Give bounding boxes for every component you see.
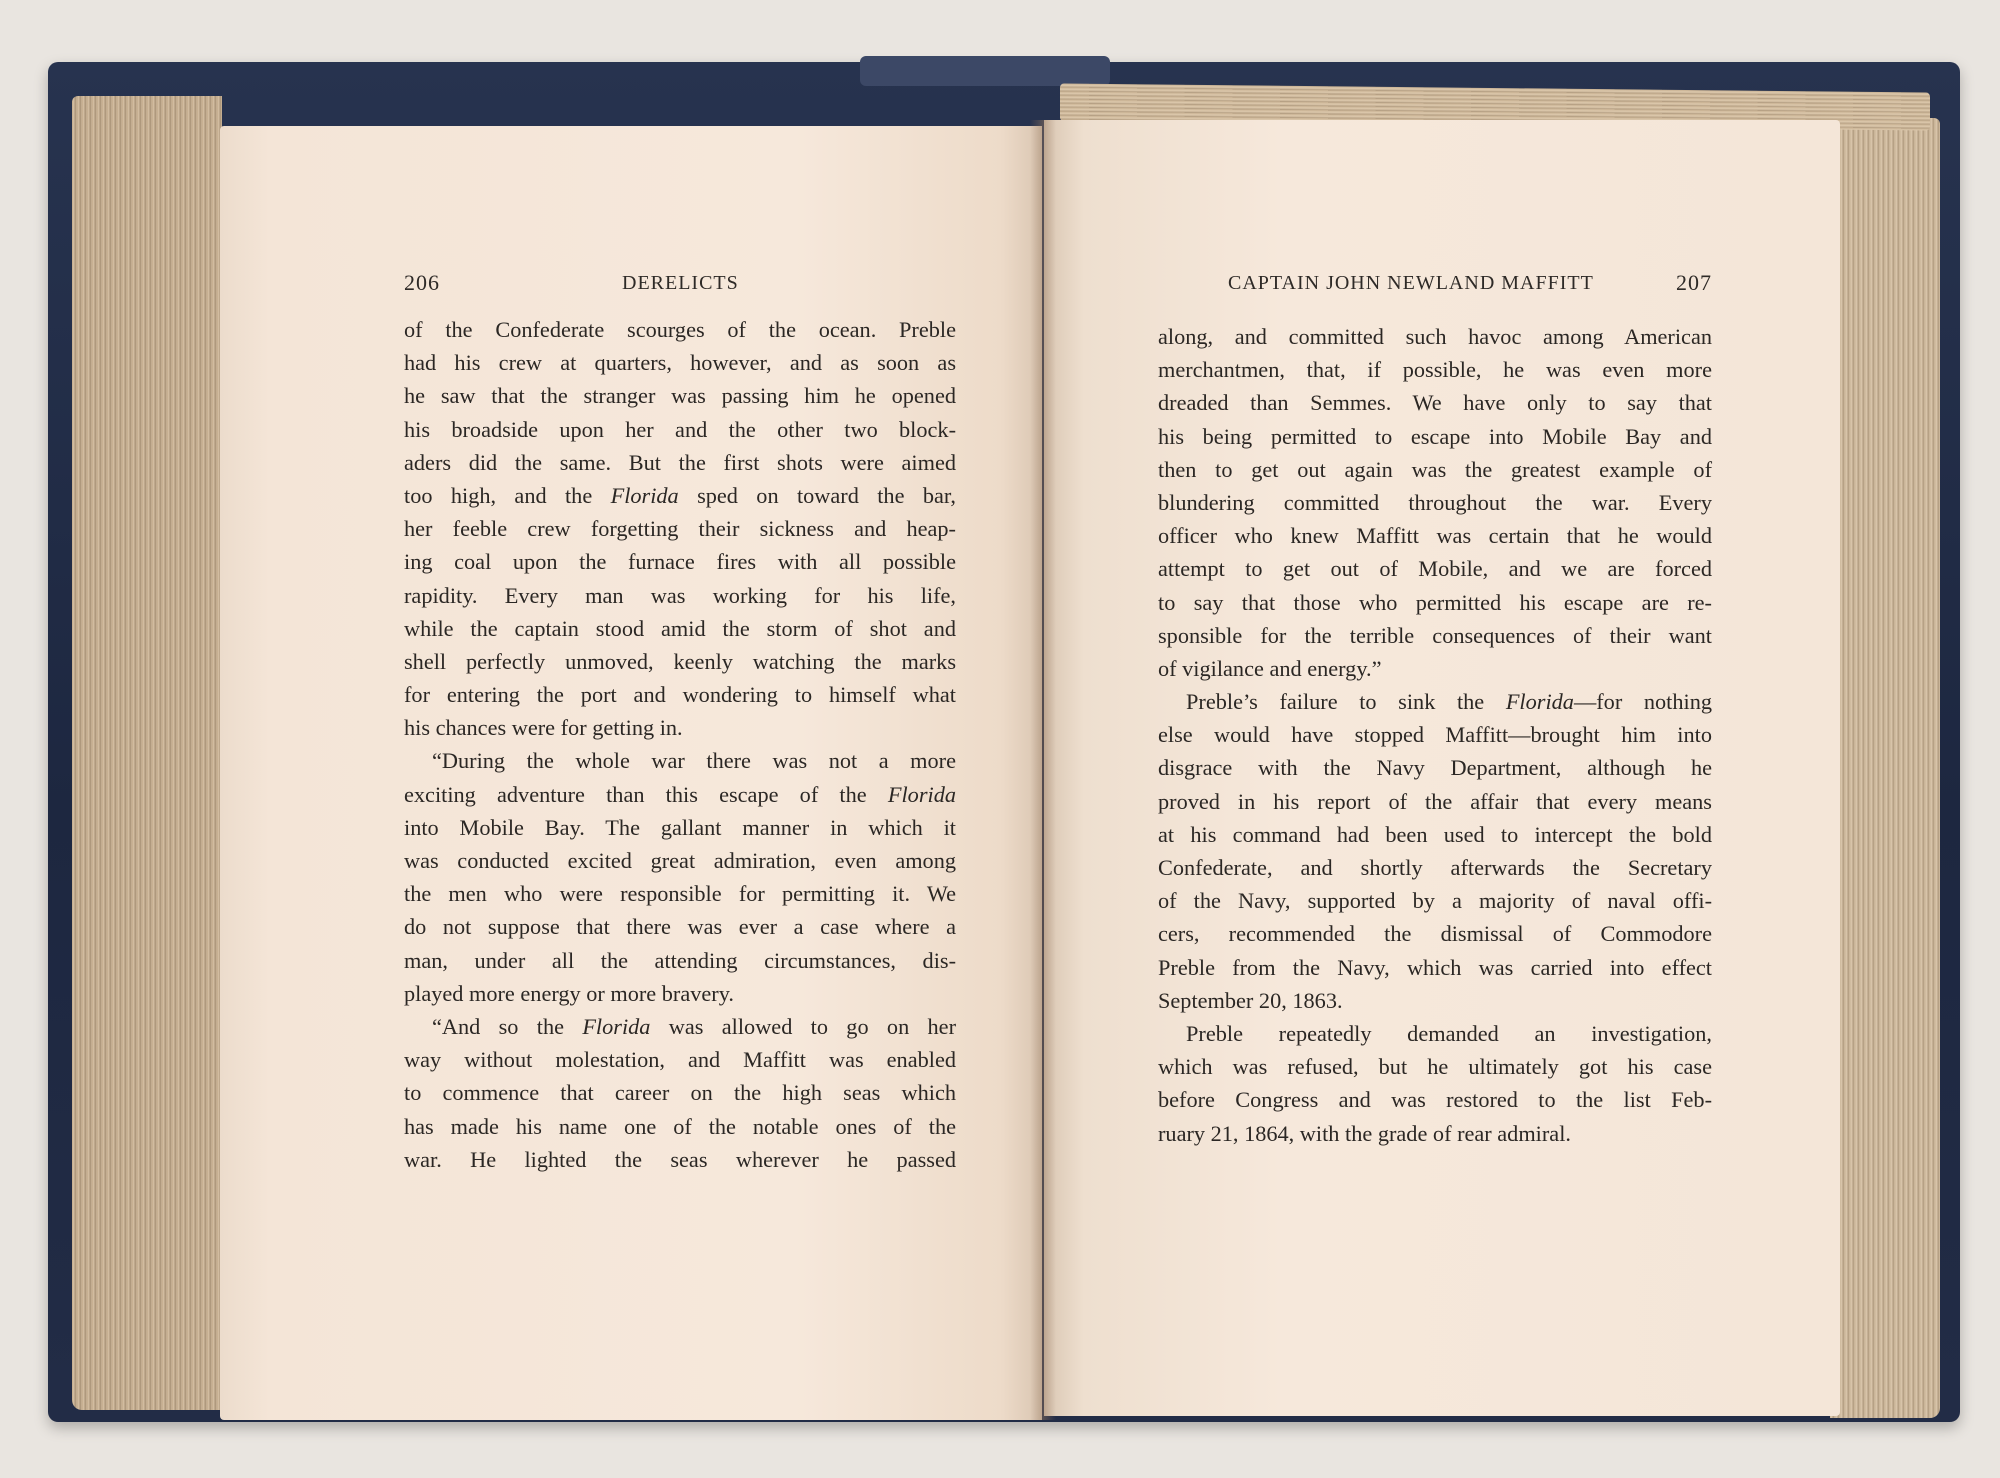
text-line: aders did the same. But the first shots were aimed [404, 449, 956, 475]
text-line: Confederate, and shortly afterwards the Secretary [1158, 855, 1712, 880]
text-line [1158, 685, 1712, 718]
text-line: attempt to get out of Mobile, and we are forced [1158, 556, 1712, 582]
text-line: he saw that the stranger was passing him he opened [404, 383, 956, 409]
text-line: man, under all the attending circumstances, dis- [404, 947, 956, 973]
text-run: —for nothing [1573, 689, 1712, 715]
text-line: else would have stopped Maffitt—brought him into [1158, 722, 1712, 748]
left-page-edges [72, 96, 222, 1410]
right-page-header [1228, 270, 1712, 304]
right-page-number: 207 [1676, 270, 1712, 295]
text-line: sponsible for the terrible consequences of their want [1158, 622, 1712, 648]
text-line: “During the whole war there was not a more [432, 748, 956, 774]
text-line: do not suppose that there was ever a case where a [404, 914, 956, 940]
text-line: his chances were for getting in. [404, 715, 683, 741]
text-line: to say that those who permitted his escape are re- [1158, 589, 1712, 615]
text-line: blundering committed throughout the war. Every [1158, 489, 1712, 515]
italic-title: Florida [582, 1013, 651, 1039]
book-gutter [1030, 120, 1056, 1420]
text-line: cers, recommended the dismissal of Commodore [1158, 921, 1712, 947]
text-line [404, 479, 956, 512]
text-line: way without molestation, and Maffitt was enabled [404, 1047, 956, 1073]
right-page-text [1158, 320, 1712, 1150]
text-run: “And so the [432, 1013, 583, 1039]
text-line: at his command had been used to intercept the bold [1158, 821, 1712, 847]
text-line: which was refused, but he ultimately got his case [1158, 1054, 1712, 1080]
text-line: Preble from the Navy, which was carried into effect [1158, 954, 1712, 980]
italic-title: Florida [887, 781, 956, 807]
text-line: then to get out again was the greatest example of [1158, 456, 1712, 482]
text-run: too high, and the [404, 482, 611, 508]
text-line: while the captain stood amid the storm of shot and [404, 615, 956, 641]
text-line: for entering the port and wondering to himself what [404, 682, 956, 708]
text-line: his broadside upon her and the other two block- [404, 416, 956, 442]
text-line: September 20, 1863. [1158, 987, 1343, 1013]
text-run: exciting adventure than this escape of the [404, 781, 888, 807]
text-line: war. He lighted the seas wherever he passed [404, 1146, 956, 1172]
text-line: rapidity. Every man was working for his life, [404, 582, 956, 608]
text-line: of the Confederate scourges of the ocean. Preble [404, 317, 956, 342]
text-line: to commence that career on the high seas which [404, 1080, 956, 1106]
text-line: before Congress and was restored to the list Feb- [1158, 1087, 1712, 1113]
italic-title: Florida [610, 482, 679, 508]
text-line: dreaded than Semmes. We have only to say that [1158, 390, 1712, 416]
right-running-head: CAPTAIN JOHN NEWLAND MAFFITT [1228, 272, 1594, 294]
text-run: Preble’s failure to sink the [1186, 689, 1506, 715]
text-line: officer who knew Maffitt was certain that he would [1158, 523, 1712, 549]
text-line: her feeble crew forgetting their sickness and heap- [404, 516, 956, 542]
text-line: proved in his report of the affair that every means [1158, 788, 1712, 814]
left-page-header [404, 270, 956, 304]
text-line: ruary 21, 1864, with the grade of rear admiral. [1158, 1120, 1571, 1146]
text-line: disgrace with the Navy Department, although he [1158, 755, 1712, 781]
text-line: ing coal upon the furnace fires with all possible [404, 549, 956, 575]
text-line: of the Navy, supported by a majority of naval offi- [1158, 888, 1712, 914]
text-line: along, and committed such havoc among American [1158, 324, 1712, 349]
italic-title: Florida [1505, 689, 1574, 715]
text-line: was conducted excited great admiration, even among [404, 848, 956, 873]
left-running-head: DERELICTS [622, 272, 739, 294]
text-line: the men who were responsible for permitting it. We [404, 881, 956, 907]
spine-band [860, 56, 1110, 86]
right-page-edges [1830, 118, 1940, 1418]
text-line [404, 1010, 956, 1043]
text-line [404, 778, 956, 811]
text-line: played more energy or more bravery. [404, 980, 734, 1006]
left-page-number: 206 [404, 270, 440, 295]
text-line: Preble repeatedly demanded an investigation, [1186, 1020, 1712, 1046]
text-line: merchantmen, that, if possible, he was even more [1158, 357, 1712, 383]
text-line: has made his name one of the notable ones of the [404, 1113, 956, 1139]
text-line: had his crew at quarters, however, and as soon as [404, 350, 956, 376]
text-line: into Mobile Bay. The gallant manner in which it [404, 814, 956, 840]
text-line: shell perfectly unmoved, keenly watching the marks [404, 648, 956, 674]
text-run: sped on toward the bar, [678, 482, 956, 508]
text-line: of vigilance and energy.” [1158, 655, 1382, 681]
text-line: his being permitted to escape into Mobile Bay and [1158, 423, 1712, 449]
left-page-text [404, 313, 956, 1176]
text-run: was allowed to go on her [650, 1013, 956, 1039]
